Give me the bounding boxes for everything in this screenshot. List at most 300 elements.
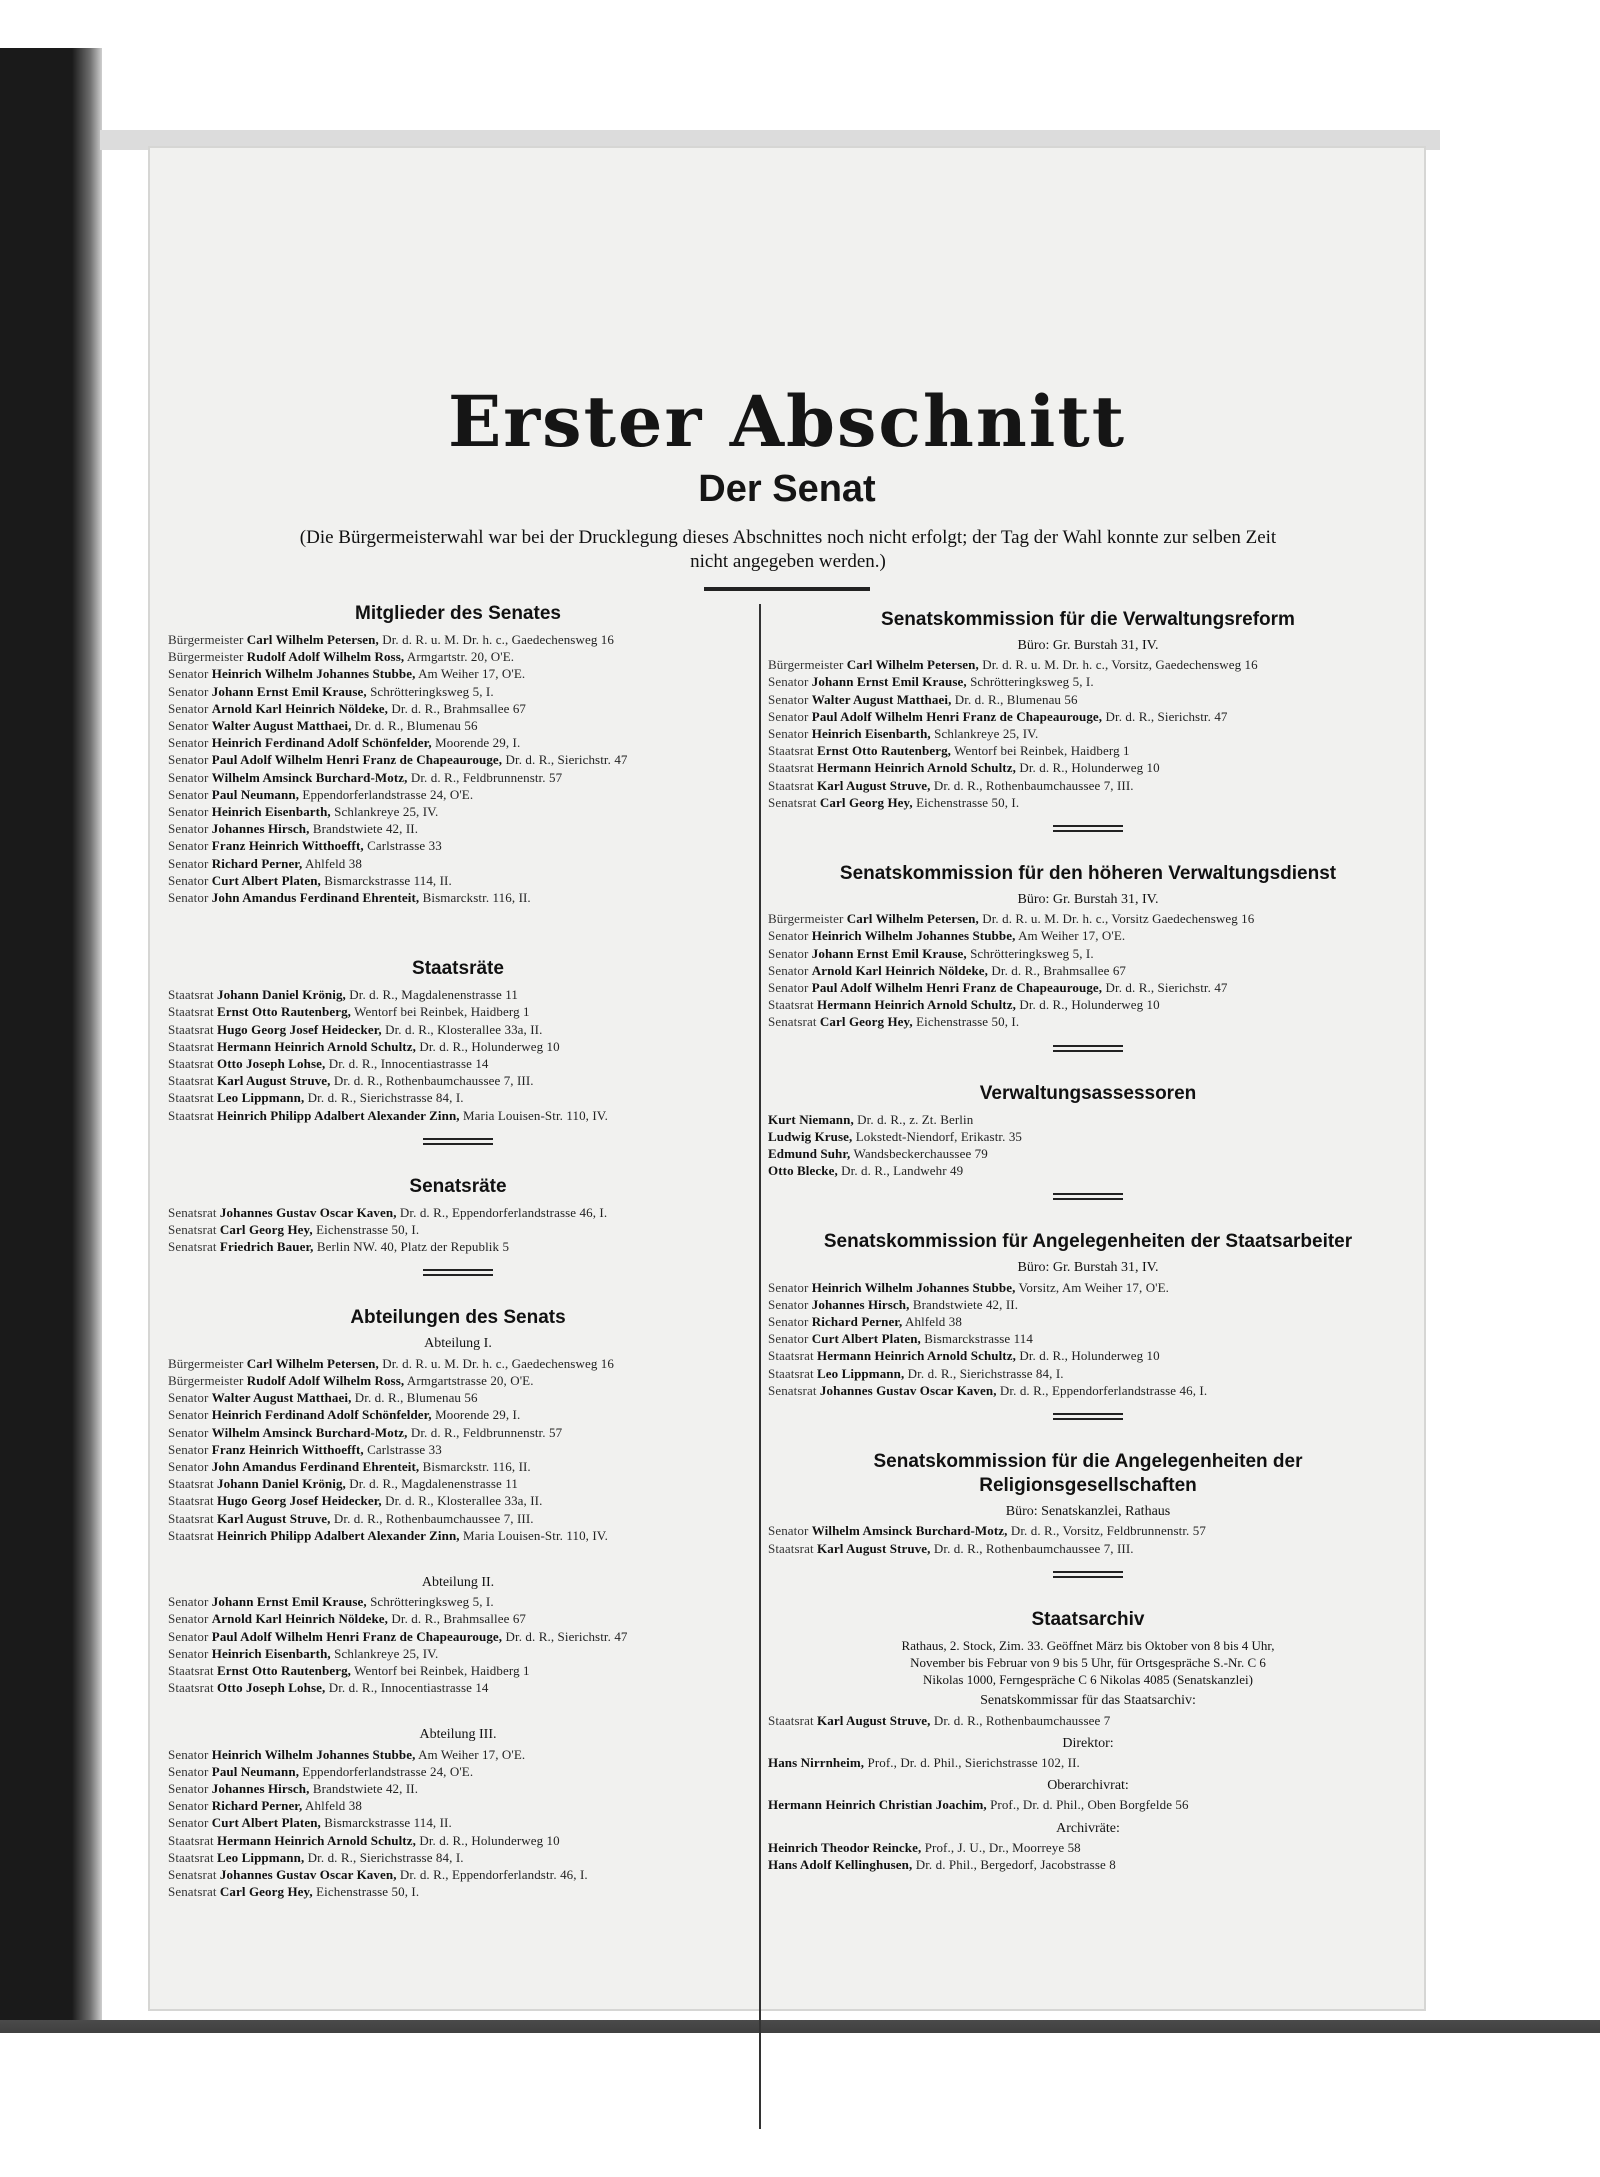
entry-name: Richard Perner, [211, 1798, 303, 1814]
entry-row [168, 1089, 748, 1106]
entry-title: Senator [768, 691, 809, 707]
entry-title: Senator [168, 1645, 209, 1661]
entry-name: Kurt Niemann, [768, 1111, 854, 1127]
entry-name: Otto Blecke, [768, 1163, 838, 1179]
entry-row [168, 1763, 748, 1780]
entry-row [168, 631, 748, 648]
entry-row [768, 1347, 1408, 1364]
entry-name: Paul Neumann, [211, 786, 300, 802]
entry-row [768, 742, 1408, 759]
entry-name: Johann Ernst Emil Krause, [811, 674, 967, 690]
entry-row [168, 1492, 748, 1509]
entry-name: Johann Ernst Emil Krause, [811, 945, 967, 961]
entry-title: Senator [168, 1594, 209, 1610]
entry-name: Johann Daniel Krönig, [217, 1476, 346, 1492]
entry-title: Senator [168, 1458, 209, 1474]
entry-address: Ahlfeld 38 [304, 855, 362, 871]
entry-row [768, 1162, 1408, 1179]
entry-name: Walter August Matthaei, [211, 1390, 352, 1406]
entry-title: Senator [168, 1763, 209, 1779]
entry-address: Eichenstrasse 50, I. [916, 1014, 1020, 1030]
entry-title: Staatsrat [168, 1021, 214, 1037]
entry-name: Karl August Struve, [817, 777, 931, 793]
entry-address: Dr. d. R. u. M. Dr. h. c., Gaedechensweg 16 [382, 632, 614, 647]
entry-title: Staatsrat [768, 1540, 814, 1556]
subsection-label: Abteilung III. [419, 1727, 497, 1743]
entry-name: Hermann Heinrich Arnold Schultz, [817, 1348, 1016, 1364]
entry-title: Staatsrat [768, 760, 814, 776]
office-address: Büro: Gr. Burstah 31, IV. [1017, 638, 1159, 653]
entry-address: Dr. d. R., Brahmsallee 67 [991, 962, 1127, 978]
entry-list [768, 1712, 1408, 1729]
entry-name: Carl Georg Hey, [819, 794, 913, 810]
entry-name: John Amandus Ferdinand Ehrenteit, [211, 890, 420, 906]
entry-name: Arnold Karl Heinrich Nöldeke, [211, 1611, 389, 1627]
section-religion [768, 1450, 1408, 1557]
entry-row [768, 759, 1408, 776]
section-mitglieder [168, 602, 748, 906]
entry-address: Dr. d. R., Landwehr 49 [841, 1163, 964, 1179]
entry-address: Dr. d. R. u. M. Dr. h. c., Vorsitz, Gaedechensweg 16 [982, 657, 1258, 673]
archive-info-line: Rathaus, 2. Stock, Zim. 33. Geöffnet März bis Oktober von 8 bis 4 Uhr, [901, 1637, 1275, 1653]
entry-address: Dr. d. R., Brahmsallee 67 [391, 700, 527, 716]
entry-row [768, 1313, 1408, 1330]
entry-name: Hans Nirrnheim, [768, 1754, 865, 1770]
entry-row [168, 1593, 748, 1610]
entry-address: Dr. d. R., Eppendorferlandstr. 46, I. [399, 1866, 588, 1882]
archive-info-line: November bis Februar von 9 bis 5 Uhr, für Ortsgespräche S.-Nr. C 6 [910, 1654, 1266, 1670]
entry-row [168, 1003, 748, 1020]
entry-name: Ludwig Kruse, [768, 1128, 853, 1144]
entry-title: Senator [168, 769, 209, 785]
entry-name: Heinrich Wilhelm Johannes Stubbe, [811, 928, 1016, 944]
section-abteilungen [168, 1306, 748, 1900]
entry-address: Brandstwiete 42, II. [312, 821, 419, 837]
entry-name: Franz Heinrich Witthoefft, [211, 838, 364, 854]
entry-row [168, 1072, 748, 1089]
entry-address: Bismarckstr. 116, II. [422, 890, 531, 906]
section-senatsraete [168, 1175, 748, 1256]
entry-address: Dr. d. R., Innocentiastrasse 14 [328, 1680, 489, 1696]
entry-row [768, 1796, 1408, 1813]
entry-row [168, 786, 748, 803]
section-title: Staatsarchiv [1031, 1608, 1145, 1630]
entry-title: Senator [168, 1780, 209, 1796]
entry-name: Johann Ernst Emil Krause, [211, 683, 367, 699]
entry-address: Ahlfeld 38 [904, 1314, 962, 1330]
entry-name: Curt Albert Platen, [811, 1331, 921, 1347]
entry-row [768, 1712, 1408, 1729]
section-title: Senatskommission für die Verwaltungsreform [881, 609, 1295, 630]
entry-name: Karl August Struve, [817, 1540, 931, 1556]
entry-row [768, 945, 1408, 962]
entry-name: Heinrich Wilhelm Johannes Stubbe, [211, 666, 416, 682]
entry-name: Friedrich Bauer, [219, 1239, 314, 1255]
entry-name: Paul Adolf Wilhelm Henri Franz de Chapeaurouge, [211, 752, 503, 768]
entry-list [768, 1839, 1408, 1873]
entry-row [168, 769, 748, 786]
entry-title: Senator [768, 1523, 809, 1539]
entry-title: Staatsrat [168, 1090, 214, 1106]
left-column [168, 602, 748, 1900]
entry-title: Senatsrat [168, 1884, 217, 1900]
entry-list [768, 910, 1408, 1030]
entry-title: Bürgermeister [168, 1372, 244, 1388]
entry-row [168, 986, 748, 1003]
entry-name: Walter August Matthaei, [811, 691, 952, 707]
entry-row [768, 1111, 1408, 1128]
entry-name: Ernst Otto Rautenberg, [217, 1662, 352, 1678]
entry-row [768, 927, 1408, 944]
entry-address: Dr. d. R., Eppendorferlandstrasse 46, I. [399, 1204, 608, 1220]
section-staatsarbeiter [768, 1230, 1408, 1399]
entry-title: Senator [768, 1296, 809, 1312]
entry-title: Staatsrat [168, 1476, 214, 1492]
entry-name: Franz Heinrich Witthoefft, [211, 1441, 364, 1457]
entry-address: Dr. d. R., Sierichstrasse 84, I. [307, 1849, 464, 1865]
entry-address: Am Weiher 17, O'E. [1018, 928, 1126, 944]
entry-name: Heinrich Eisenbarth, [811, 726, 931, 742]
scan-margin-top [0, 0, 1600, 48]
entry-title: Staatsrat [168, 1073, 214, 1089]
entry-name: Hugo Georg Josef Heidecker, [217, 1493, 382, 1509]
entry-address: Dr. d. R., Blumenau 56 [954, 691, 1078, 707]
section-title: Mitglieder des Senates [355, 603, 561, 624]
entry-address: Am Weiher 17, O'E. [418, 666, 526, 682]
entry-title: Senator [168, 683, 209, 699]
section-title: Senatskommission für Angelegenheiten der Staatsarbeiter [823, 1231, 1353, 1253]
entry-row [168, 1038, 748, 1055]
entry-row [168, 1441, 748, 1458]
entry-row [168, 1406, 748, 1423]
entry-title: Senator [768, 708, 809, 724]
entry-name: Arnold Karl Heinrich Nöldeke, [211, 700, 389, 716]
scan-margin-bottom [0, 2033, 1600, 2177]
entry-name: Hermann Heinrich Christian Joachim, [768, 1797, 987, 1813]
entry-title: Staatsrat [768, 777, 814, 793]
entry-name: Hermann Heinrich Arnold Schultz, [217, 1832, 416, 1848]
election-note: (Die Bürgermeisterwahl war bei der Drucklegung dieses Abschnittes noch nicht erfolgt; der Tag der Wahl konnte zur selben Zeit nicht angegeben werden.) [299, 527, 1277, 572]
entry-row [168, 820, 748, 837]
office-address: Büro: Gr. Burstah 31, IV. [1017, 892, 1159, 908]
entry-name: Rudolf Adolf Wilhelm Ross, [246, 1372, 405, 1388]
entry-row [768, 708, 1408, 725]
entry-address: Bismarckstr. 116, II. [422, 1458, 531, 1474]
entry-address: Schrötteringksweg 5, I. [970, 674, 1094, 690]
entry-row [168, 855, 748, 872]
entry-title: Senatsrat [168, 1866, 217, 1882]
entry-address: Dr. d. R., Magdalenenstrasse 11 [349, 987, 518, 1003]
entry-row [168, 1797, 748, 1814]
section-title: Staatsräte [412, 958, 504, 980]
entry-row [168, 1610, 748, 1627]
entry-title: Staatsrat [168, 1038, 214, 1054]
entry-address: Berlin NW. 40, Platz der Republik 5 [316, 1239, 510, 1255]
entry-address: Schrötteringksweg 5, I. [370, 683, 494, 699]
entry-title: Senatsrat [768, 1014, 817, 1030]
entry-row [768, 1296, 1408, 1313]
entry-address: Prof., J. U., Dr., Moorreye 58 [924, 1839, 1081, 1855]
entry-row [168, 1628, 748, 1645]
office-address: Büro: Senatskanzlei, Rathaus [1005, 1504, 1171, 1520]
entry-title: Staatsrat [168, 1680, 214, 1696]
entry-address: Schlankreye 25, IV. [334, 804, 439, 820]
entry-row [168, 1645, 748, 1662]
entry-name: Curt Albert Platen, [211, 872, 321, 888]
entry-row [168, 1424, 748, 1441]
entry-title: Staatsrat [168, 1056, 214, 1072]
entry-list [768, 1111, 1408, 1180]
entry-name: Johannes Hirsch, [811, 1296, 910, 1312]
entry-address: Dr. d. R., Rothenbaumchaussee 7, III. [933, 1540, 1134, 1556]
entry-address: Dr. d. R., Sierichstr. 47 [1105, 980, 1228, 996]
section-hoeherer-dienst [768, 862, 1408, 1031]
entry-title: Bürgermeister [168, 632, 244, 647]
entry-title: Staatsrat [168, 1493, 214, 1509]
entry-row [768, 1522, 1408, 1539]
page-subheading: Der Senat [698, 468, 876, 510]
entry-title: Senatsrat [768, 1382, 817, 1398]
entry-row [768, 1330, 1408, 1347]
entry-title: Staatsrat [168, 1832, 214, 1848]
entry-title: Staatsrat [768, 1365, 814, 1381]
entry-address: Wentorf bei Reinbek, Haidberg 1 [954, 743, 1130, 759]
entry-address: Ahlfeld 38 [304, 1798, 362, 1814]
entry-title: Senatsrat [168, 1222, 217, 1238]
entry-address: Dr. d. R., Feldbrunnenstr. 57 [410, 1424, 563, 1440]
entry-address: Dr. d. R., Brahmsallee 67 [391, 1611, 527, 1627]
entry-title: Bürgermeister [768, 911, 844, 927]
entry-name: Johannes Hirsch, [211, 821, 310, 837]
entry-title: Senator [168, 890, 209, 906]
entry-name: Hans Adolf Kellinghusen, [768, 1856, 913, 1872]
entry-name: Walter August Matthaei, [211, 718, 352, 734]
entry-address: Dr. d. R., Klosterallee 33a, II. [385, 1021, 543, 1037]
entry-row [168, 889, 748, 906]
entry-address: Dr. d. R., Sierichstr. 47 [505, 752, 628, 768]
section-title: Senatskommission für die Angelegenheiten der Religionsgesellschaften [873, 1451, 1303, 1497]
entry-name: Heinrich Ferdinand Adolf Schönfelder, [211, 735, 432, 751]
entry-title: Staatsrat [168, 987, 214, 1003]
subsection-label: Abteilung I. [424, 1336, 492, 1352]
entry-title: Senator [168, 1798, 209, 1814]
entry-address: Carlstrasse 33 [367, 1441, 442, 1457]
entry-address: Dr. d. R., Innocentiastrasse 14 [328, 1056, 489, 1072]
entry-title: Staatsrat [168, 1510, 214, 1526]
entry-name: Rudolf Adolf Wilhelm Ross, [246, 649, 405, 665]
entry-row [168, 1746, 748, 1763]
entry-row [168, 837, 748, 854]
entry-name: Karl August Struve, [217, 1073, 331, 1089]
entry-list [168, 1593, 748, 1696]
entry-name: Heinrich Philipp Adalbert Alexander Zinn, [217, 1107, 460, 1123]
entry-row [768, 962, 1408, 979]
entry-name: Paul Adolf Wilhelm Henri Franz de Chapeaurouge, [811, 708, 1103, 724]
entry-name: Wilhelm Amsinck Burchard-Motz, [811, 1523, 1008, 1539]
entry-row [768, 1365, 1408, 1382]
entry-row [168, 872, 748, 889]
entry-address: Eichenstrasse 50, I. [316, 1222, 420, 1238]
entry-title: Senatsrat [168, 1239, 217, 1255]
entry-address: Bismarckstrasse 114, II. [324, 872, 452, 888]
entry-name: Richard Perner, [211, 855, 303, 871]
entry-name: Johannes Hirsch, [211, 1780, 310, 1796]
entry-title: Senator [168, 1611, 209, 1627]
office-address: Büro: Gr. Burstah 31, IV. [1017, 1260, 1159, 1276]
entry-row [768, 656, 1408, 673]
entry-title: Senator [768, 1279, 809, 1295]
entry-row [168, 648, 748, 665]
entry-title: Senator [768, 1331, 809, 1347]
entry-address: Dr. d. R., Sierichstr. 47 [1105, 708, 1228, 724]
entry-title: Senator [168, 1441, 209, 1457]
section-title: Abteilungen des Senats [350, 1307, 566, 1329]
entry-name: Otto Joseph Lohse, [217, 1056, 326, 1072]
entry-row [768, 777, 1408, 794]
entry-title: Senatsrat [168, 1204, 217, 1220]
entry-title: Senator [168, 821, 209, 837]
entry-row [168, 665, 748, 682]
entry-address: Dr. d. R., Holunderweg 10 [419, 1038, 560, 1054]
entry-title: Senator [168, 804, 209, 820]
entry-address: Moorende 29, I. [435, 1407, 521, 1423]
section-rule [1053, 1193, 1123, 1200]
entry-name: Carl Georg Hey, [219, 1222, 313, 1238]
entry-name: Heinrich Wilhelm Johannes Stubbe, [211, 1746, 416, 1762]
entry-row [168, 751, 748, 768]
entry-row [168, 1238, 748, 1255]
entry-row [768, 979, 1408, 996]
entry-title: Senator [168, 872, 209, 888]
role-label: Archivräte: [1056, 1820, 1120, 1836]
entry-address: Prof., Dr. d. Phil., Oben Borgfelde 56 [990, 1797, 1189, 1813]
entry-row [768, 1856, 1408, 1873]
entry-address: Dr. d. R. u. M. Dr. h. c., Gaedechensweg 16 [382, 1355, 614, 1371]
entry-name: Otto Joseph Lohse, [217, 1680, 326, 1696]
entry-name: Johann Ernst Emil Krause, [211, 1594, 367, 1610]
entry-name: Leo Lippmann, [817, 1365, 905, 1381]
title-rule [704, 587, 870, 591]
entry-address: Dr. d. R., Blumenau 56 [354, 1390, 478, 1406]
entry-title: Bürgermeister [168, 1355, 244, 1371]
entry-name: Johannes Gustav Oscar Kaven, [819, 1382, 997, 1398]
entry-name: Hermann Heinrich Arnold Schultz, [817, 760, 1016, 776]
entry-list [768, 1279, 1408, 1399]
entry-address: Dr. d. R., Klosterallee 33a, II. [385, 1493, 543, 1509]
entry-row [168, 717, 748, 734]
entry-name: Edmund Suhr, [768, 1146, 851, 1162]
entry-title: Senator [168, 666, 209, 682]
entry-row [168, 734, 748, 751]
entry-name: Heinrich Philipp Adalbert Alexander Zinn, [217, 1527, 460, 1543]
section-verwaltungsreform [768, 608, 1408, 811]
entry-name: Carl Wilhelm Petersen, [846, 911, 979, 927]
entry-row [768, 691, 1408, 708]
entry-title: Senator [768, 726, 809, 742]
entry-title: Senator [168, 838, 209, 854]
entry-name: Carl Wilhelm Petersen, [846, 657, 979, 673]
section-staatsraete [168, 957, 748, 1124]
entry-row [168, 1021, 748, 1038]
entry-row [768, 1540, 1408, 1557]
entry-address: Schrötteringksweg 5, I. [370, 1594, 494, 1610]
entry-title: Staatsrat [168, 1004, 214, 1020]
section-rule [1053, 1045, 1123, 1052]
entry-name: Carl Wilhelm Petersen, [246, 632, 379, 647]
entry-address: Dr. d. Phil., Bergedorf, Jacobstrasse 8 [915, 1856, 1116, 1872]
entry-address: Dr. d. R. u. M. Dr. h. c., Vorsitz Gaedechensweg 16 [982, 911, 1255, 927]
section-staatsarchiv [768, 1608, 1408, 1873]
entry-name: Arnold Karl Heinrich Nöldeke, [811, 962, 989, 978]
entry-address: Schlankreye 25, IV. [934, 726, 1039, 742]
entry-name: Hermann Heinrich Arnold Schultz, [217, 1038, 416, 1054]
entry-list [168, 1746, 748, 1901]
entry-address: Dr. d. R., Vorsitz, Feldbrunnenstr. 57 [1010, 1523, 1206, 1539]
entry-name: Hugo Georg Josef Heidecker, [217, 1021, 382, 1037]
entry-title: Senator [768, 945, 809, 961]
entry-row [168, 1204, 748, 1221]
entry-title: Staatsrat [168, 1662, 214, 1678]
entry-title: Staatsrat [768, 1348, 814, 1364]
right-column [768, 608, 1408, 1873]
entry-row [168, 1355, 748, 1372]
entry-name: Paul Adolf Wilhelm Henri Franz de Chapeaurouge, [211, 1628, 503, 1644]
entry-name: Karl August Struve, [217, 1510, 331, 1526]
entry-address: Dr. d. R., Sierichstr. 47 [505, 1628, 628, 1644]
entry-address: Wentorf bei Reinbek, Haidberg 1 [354, 1004, 530, 1020]
entry-title: Staatsrat [168, 1527, 214, 1543]
entry-name: Richard Perner, [811, 1314, 903, 1330]
column-divider [759, 604, 761, 2129]
entry-row [168, 1662, 748, 1679]
entry-address: Eichenstrasse 50, I. [916, 794, 1020, 810]
entry-name: Karl August Struve, [817, 1712, 931, 1728]
entry-address: Maria Louisen-Str. 110, IV. [463, 1107, 608, 1123]
section-rule [1053, 1571, 1123, 1578]
entry-address: Dr. d. R., Holunderweg 10 [1019, 997, 1160, 1013]
entry-address: Moorende 29, I. [435, 735, 521, 751]
entry-row [168, 1055, 748, 1072]
entry-title: Senator [768, 1314, 809, 1330]
entry-address: Bismarckstrasse 114, II. [324, 1815, 452, 1831]
entry-name: Hermann Heinrich Arnold Schultz, [817, 997, 1016, 1013]
role-label: Senatskommissar für das Staatsarchiv: [980, 1693, 1196, 1709]
entry-row [168, 1832, 748, 1849]
entry-address: Dr. d. R., Feldbrunnenstr. 57 [410, 769, 563, 785]
entry-name: Carl Wilhelm Petersen, [246, 1355, 379, 1371]
entry-address: Brandstwiete 42, II. [912, 1296, 1019, 1312]
entry-row [168, 1866, 748, 1883]
entry-address: Carlstrasse 33 [367, 838, 442, 854]
page-heading: Erster Abschnitt [447, 380, 1127, 463]
entry-list [768, 1754, 1408, 1771]
section-title: Verwaltungsassessoren [979, 1082, 1197, 1104]
entry-address: Dr. d. R., Sierichstrasse 84, I. [907, 1365, 1064, 1381]
entry-address: Wandsbeckerchaussee 79 [853, 1146, 988, 1162]
entry-list [168, 1355, 748, 1544]
entry-address: Dr. d. R., Rothenbaumchaussee 7, III. [933, 777, 1134, 793]
entry-row [768, 794, 1408, 811]
entry-title: Bürgermeister [168, 649, 244, 665]
entry-address: Dr. d. R., Holunderweg 10 [1019, 760, 1160, 776]
entry-title: Senator [168, 752, 209, 768]
entry-name: Paul Adolf Wilhelm Henri Franz de Chapeaurouge, [811, 980, 1103, 996]
entry-address: Dr. d. R., Sierichstrasse 84, I. [307, 1090, 464, 1106]
document-page [148, 146, 1426, 2011]
entry-name: Wilhelm Amsinck Burchard-Motz, [211, 769, 408, 785]
entry-address: Dr. d. R., Rothenbaumchaussee 7 [933, 1712, 1111, 1728]
entry-list [768, 1522, 1408, 1556]
